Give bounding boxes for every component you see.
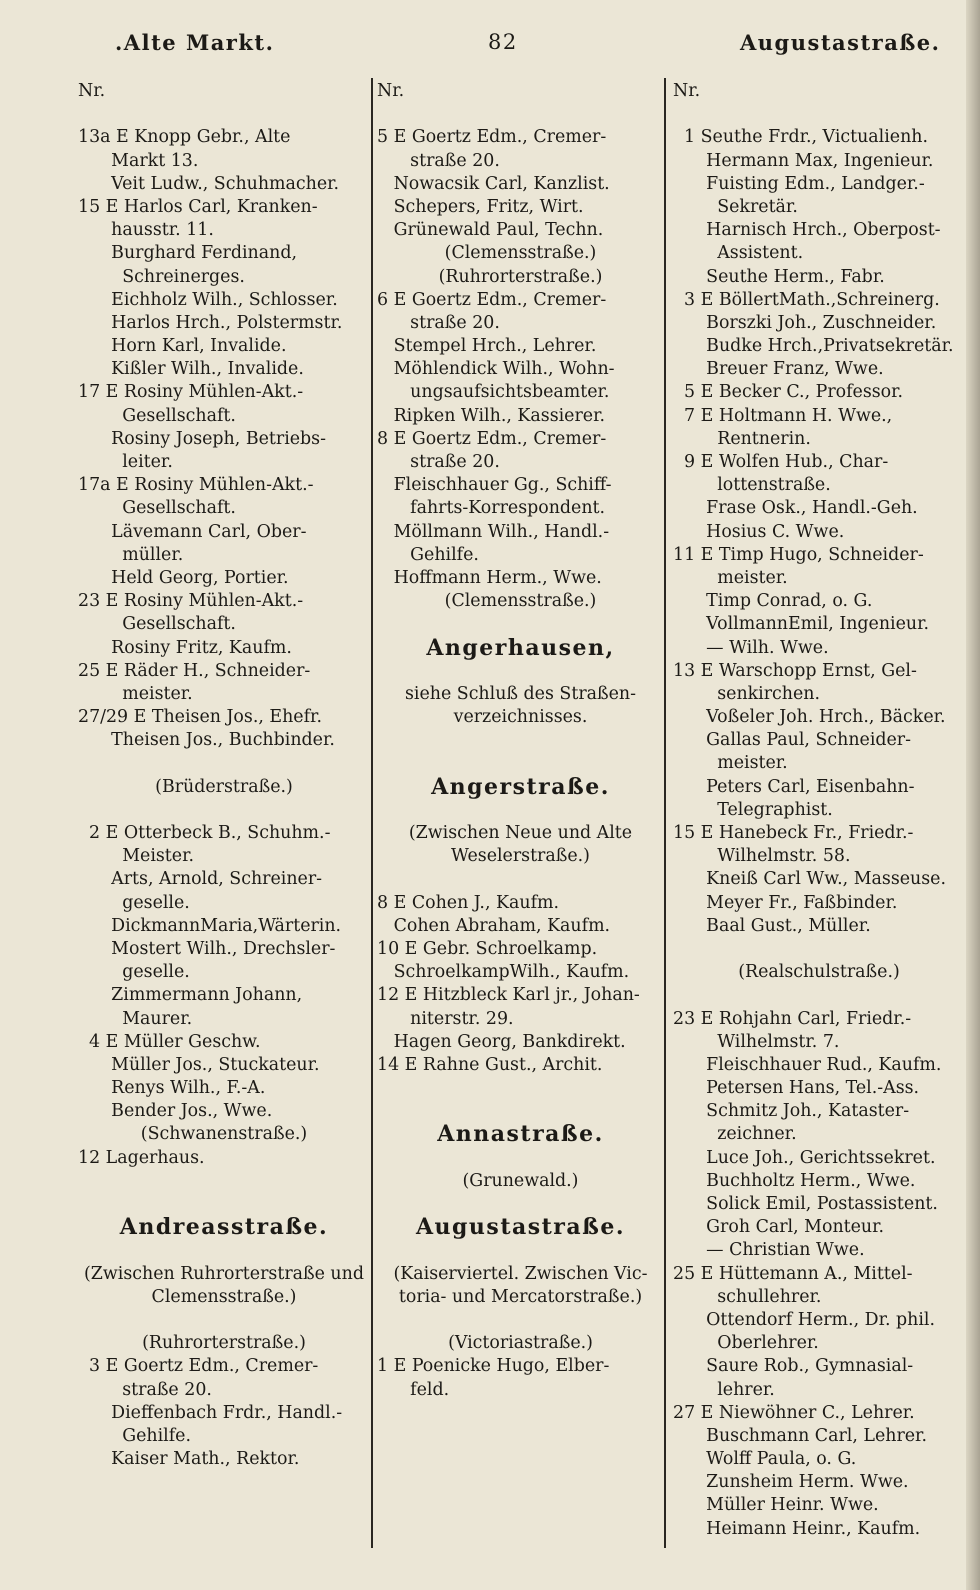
directory-line: Schepers, Fritz, Wirt.	[377, 196, 584, 217]
directory-line: straße 20.	[377, 452, 500, 472]
section-note: (Grunewald.)	[462, 1170, 579, 1191]
street-heading: Angerstraße.	[431, 773, 610, 800]
directory-line: 17 E Rosiny Mühlen-Akt.-	[78, 382, 304, 403]
directory-line: Rentnerin.	[673, 428, 811, 449]
directory-line: Seuthe Herm., Fabr.	[673, 266, 885, 287]
directory-line: Möhlendick Wilh., Wohn-	[377, 359, 615, 380]
directory-line: Hosius C. Wwe.	[673, 521, 845, 542]
directory-line: Peters Carl, Eisenbahn-	[673, 776, 915, 797]
directory-line: Buchholtz Herm., Wwe.	[673, 1170, 916, 1191]
directory-line: 7 E Holtmann H. Wwe.,	[673, 405, 893, 426]
directory-line: Arts, Arnold, Schreiner-	[78, 869, 323, 890]
directory-line	[673, 938, 965, 961]
directory-line: Cohen Abraham, Kaufm.	[377, 915, 611, 936]
directory-line: Grünewald Paul, Techn.	[377, 220, 604, 241]
directory-line: meister.	[78, 683, 193, 704]
section-note: siehe Schluß des Straßen-	[404, 683, 636, 704]
directory-line: Breuer Franz, Wwe.	[673, 359, 884, 380]
directory-line: 12 E Hitzbleck Karl jr., Johan-	[377, 985, 640, 1006]
page-edge	[966, 0, 980, 1590]
directory-line: Wilhelmstr. 7.	[673, 1031, 840, 1052]
directory-line: 3 E Goertz Edm., Cremer-	[78, 1356, 319, 1377]
street-heading: Augustastraße.	[415, 1214, 625, 1241]
section-note: (Ruhrorterstraße.)	[142, 1333, 306, 1354]
page-number: 82	[488, 30, 518, 54]
column-3	[673, 80, 965, 1541]
directory-line	[377, 1193, 664, 1216]
directory-line: Hermann Max, Ingenieur.	[673, 150, 934, 171]
directory-line: DickmannMaria,Wärterin.	[78, 915, 342, 936]
directory-line	[78, 1193, 370, 1216]
directory-line: Maurer.	[78, 1008, 193, 1029]
directory-line: Heimann Heinr., Kaufm.	[673, 1518, 921, 1539]
directory-line: Assistent.	[673, 243, 804, 264]
directory-line: meister.	[673, 567, 788, 588]
directory-line	[377, 613, 664, 636]
directory-line: 23 E Rosiny Mühlen-Akt.-	[78, 591, 304, 612]
directory-line: müller.	[78, 544, 184, 565]
section-note: (Kaiserviertel. Zwischen Vic-	[393, 1263, 648, 1284]
directory-line	[377, 1309, 664, 1332]
directory-line: Lävemann Carl, Ober-	[78, 521, 307, 542]
directory-line: meister.	[673, 753, 788, 774]
directory-line: Kaiser Math., Rektor.	[78, 1449, 300, 1470]
directory-line: Budke Hrch.,Privatsekretär.	[673, 336, 954, 357]
directory-line	[377, 799, 664, 822]
directory-line	[78, 799, 370, 822]
directory-line	[377, 1147, 664, 1170]
directory-line: 5 E Goertz Edm., Cremer-	[377, 127, 607, 148]
directory-line	[377, 103, 664, 126]
directory-line: Hagen Georg, Bankdirekt.	[377, 1031, 626, 1052]
directory-line: Telegraphist.	[673, 799, 833, 820]
directory-line: 4 E Müller Geschw.	[78, 1031, 261, 1052]
directory-line: Stempel Hrch., Lehrer.	[377, 336, 597, 357]
directory-line	[673, 984, 965, 1007]
section-note: (Schwanenstraße.)	[140, 1124, 308, 1145]
directory-line	[377, 868, 664, 891]
directory-line	[78, 103, 370, 126]
directory-line	[78, 752, 370, 775]
directory-line: Harnisch Hrch., Oberpost-	[673, 220, 941, 241]
directory-line: Kißler Wilh., Invalide.	[78, 359, 304, 380]
directory-line: 11 E Timp Hugo, Schneider-	[673, 544, 924, 565]
directory-line: 17a E Rosiny Mühlen-Akt.-	[78, 475, 314, 496]
directory-line: Bender Jos., Wwe.	[78, 1101, 273, 1122]
directory-line: straße 20.	[377, 150, 500, 171]
directory-line: Luce Joh., Gerichtssekret.	[673, 1147, 936, 1168]
directory-line: 27/29 E Theisen Jos., Ehefr.	[78, 707, 322, 728]
section-note: (Brüderstraße.)	[155, 776, 293, 797]
directory-line: 25 E Hüttemann A., Mittel-	[673, 1263, 913, 1284]
header-right-street: Augustastraße.	[740, 30, 941, 55]
directory-line: 15 E Harlos Carl, Kranken-	[78, 196, 318, 217]
directory-line: Horn Karl, Invalide.	[78, 336, 287, 357]
directory-line: Solick Emil, Postassistent.	[673, 1194, 938, 1214]
directory-line: Zimmermann Johann,	[78, 985, 303, 1006]
directory-line: lehrer.	[673, 1379, 775, 1400]
directory-line: 2 E Otterbeck B., Schuhm.-	[78, 823, 331, 843]
directory-line: Schmitz Joh., Kataster-	[673, 1101, 910, 1122]
directory-line: Fleischhauer Rud., Kaufm.	[673, 1054, 942, 1075]
directory-line: 27 E Niewöhner C., Lehrer.	[673, 1402, 915, 1423]
section-note: (Clemensstraße.)	[444, 243, 597, 264]
directory-line: Theisen Jos., Buchbinder.	[78, 730, 335, 751]
directory-line: Gehilfe.	[377, 544, 479, 565]
directory-line: 13a E Knopp Gebr., Alte	[78, 127, 291, 148]
directory-line: geselle.	[78, 892, 190, 913]
directory-line	[377, 1100, 664, 1123]
directory-line: Saure Rob., Gymnasial-	[673, 1356, 914, 1377]
column-divider	[664, 78, 666, 1548]
directory-line: Nr.	[377, 81, 405, 101]
directory-line: schullehrer.	[673, 1286, 822, 1307]
header-left-street: .Alte Markt.	[115, 30, 275, 55]
directory-line: zeichner.	[673, 1124, 797, 1145]
directory-line: Nr.	[78, 81, 106, 101]
directory-line: lottenstraße.	[673, 475, 831, 496]
directory-line: 13 E Warschopp Ernst, Gel-	[673, 660, 917, 681]
directory-line: Gesellschaft.	[78, 498, 236, 519]
directory-line: 9 E Wolfen Hub., Char-	[673, 452, 889, 472]
directory-line: 5 E Becker C., Professor.	[673, 382, 904, 403]
directory-line: Fleischhauer Gg., Schiff-	[377, 475, 612, 496]
directory-line: Sekretär.	[673, 196, 798, 217]
directory-line: Markt 13.	[78, 150, 199, 171]
directory-line	[377, 1077, 664, 1100]
directory-line: hausstr. 11.	[78, 220, 214, 241]
directory-line: straße 20.	[377, 312, 500, 333]
directory-line: Hoffmann Herm., Wwe.	[377, 567, 602, 588]
directory-line: Gallas Paul, Schneider-	[673, 730, 911, 751]
directory-line: leiter.	[78, 452, 173, 472]
column-2	[377, 80, 664, 1402]
directory-line: Baal Gust., Müller.	[673, 915, 871, 936]
directory-line: Oberlehrer.	[673, 1333, 819, 1354]
directory-line: straße 20.	[78, 1379, 212, 1400]
directory-line: Dieffenbach Frdr., Handl.-	[78, 1402, 343, 1423]
directory-line: 15 E Hanebeck Fr., Friedr.-	[673, 823, 914, 843]
directory-line: Borszki Joh., Zuschneider.	[673, 312, 937, 333]
directory-line: 8 E Goertz Edm., Cremer-	[377, 428, 607, 449]
directory-line: Harlos Hrch., Polstermstr.	[78, 312, 343, 333]
directory-line: Groh Carl, Monteur.	[673, 1217, 885, 1238]
directory-line: 3 E BöllertMath.,Schreinerg.	[673, 289, 940, 310]
section-note: (Zwischen Neue und Alte	[408, 823, 633, 843]
directory-line: Gehilfe.	[78, 1425, 191, 1446]
directory-line: Ripken Wilh., Kassierer.	[377, 405, 606, 426]
directory-line: Meyer Fr., Faßbinder.	[673, 892, 898, 913]
directory-line: Ottendorf Herm., Dr. phil.	[673, 1309, 936, 1330]
directory-line: 8 E Cohen J., Kaufm.	[377, 892, 560, 913]
directory-line: Frase Osk., Handl.-Geh.	[673, 498, 918, 519]
directory-line: Fuisting Edm., Landger.-	[673, 173, 925, 194]
directory-line: 6 E Goertz Edm., Cremer-	[377, 289, 607, 310]
directory-line: VollmannEmil, Ingenieur.	[673, 614, 930, 635]
directory-line: Kneiß Carl Ww., Masseuse.	[673, 869, 946, 890]
street-heading: Annastraße.	[437, 1121, 604, 1148]
directory-line: Wilhelmstr. 58.	[673, 846, 851, 867]
directory-line: Mostert Wilh., Drechsler-	[78, 938, 336, 959]
directory-line: fahrts-Korrespondent.	[377, 498, 606, 519]
directory-line: 12 Lagerhaus.	[78, 1147, 205, 1168]
directory-line	[377, 729, 664, 752]
section-note: toria- und Mercatorstraße.)	[398, 1286, 643, 1307]
directory-line	[78, 1309, 370, 1332]
directory-line: Gesellschaft.	[78, 614, 236, 635]
directory-line: Wolff Paula, o. G.	[673, 1449, 857, 1470]
directory-line	[377, 752, 664, 775]
directory-line: Veit Ludw., Schuhmacher.	[78, 173, 340, 194]
directory-line: 1 E Poenicke Hugo, Elber-	[377, 1356, 610, 1377]
directory-line: Eichholz Wilh., Schlosser.	[78, 289, 338, 310]
section-note: Weselerstraße.)	[451, 846, 590, 867]
directory-line: Rosiny Fritz, Kaufm.	[78, 637, 292, 658]
directory-line: Timp Conrad, o. G.	[673, 591, 873, 612]
directory-line: Renys Wilh., F.-A.	[78, 1078, 266, 1099]
directory-line: senkirchen.	[673, 683, 821, 704]
directory-line: Nowacsik Carl, Kanzlist.	[377, 173, 610, 194]
directory-line: Meister.	[78, 846, 195, 867]
directory-line: Petersen Hans, Tel.-Ass.	[673, 1078, 920, 1099]
section-note: (Zwischen Ruhrorterstraße und	[84, 1263, 364, 1284]
directory-line	[673, 103, 965, 126]
directory-line: 1 Seuthe Frdr., Victualienh.	[673, 127, 929, 148]
column-1	[78, 80, 370, 1471]
directory-line: — Christian Wwe.	[673, 1240, 865, 1261]
directory-line: 25 E Räder H., Schneider-	[78, 660, 311, 681]
directory-line: geselle.	[78, 962, 190, 983]
directory-line: Buschmann Carl, Lehrer.	[673, 1425, 927, 1446]
directory-line: feld.	[377, 1379, 450, 1400]
directory-line: Schreinerges.	[78, 266, 245, 287]
directory-line: 23 E Rohjahn Carl, Friedr.-	[673, 1008, 912, 1029]
section-note: (Victoriastraße.)	[448, 1333, 593, 1354]
directory-line: Müller Heinr. Wwe.	[673, 1495, 879, 1516]
section-note: (Realschulstraße.)	[738, 962, 900, 983]
street-heading: Angerhausen,	[426, 634, 615, 661]
directory-line: — Wilh. Wwe.	[673, 637, 829, 658]
street-heading: Andreasstraße.	[119, 1214, 329, 1241]
directory-line	[377, 660, 664, 683]
section-note: (Clemensstraße.)	[444, 591, 597, 612]
directory-line: SchroelkampWilh., Kaufm.	[377, 962, 630, 983]
directory-line: 14 E Rahne Gust., Archit.	[377, 1054, 603, 1075]
directory-line: Zunsheim Herm. Wwe.	[673, 1472, 909, 1493]
directory-line: ungsaufsichtsbeamter.	[377, 382, 610, 403]
section-note: verzeichnisses.	[453, 707, 588, 728]
directory-line: Rosiny Joseph, Betriebs-	[78, 428, 326, 449]
directory-line: 10 E Gebr. Schroelkamp.	[377, 938, 598, 959]
column-divider	[371, 78, 373, 1548]
directory-line: Müller Jos., Stuckateur.	[78, 1054, 320, 1075]
directory-line	[377, 1239, 664, 1262]
directory-line: Voßeler Joh. Hrch., Bäcker.	[673, 707, 946, 728]
directory-line: Möllmann Wilh., Handl.-	[377, 521, 610, 542]
directory-line: niterstr. 29.	[377, 1008, 514, 1029]
section-note: Clemensstraße.)	[151, 1286, 297, 1307]
directory-line: Gesellschaft.	[78, 405, 236, 426]
directory-line	[78, 1170, 370, 1193]
directory-line: Burghard Ferdinand,	[78, 243, 297, 264]
section-note: (Ruhrorterstraße.)	[438, 266, 603, 287]
directory-line: Held Georg, Portier.	[78, 567, 289, 588]
directory-line	[78, 1239, 370, 1262]
directory-line: Nr.	[673, 81, 701, 101]
